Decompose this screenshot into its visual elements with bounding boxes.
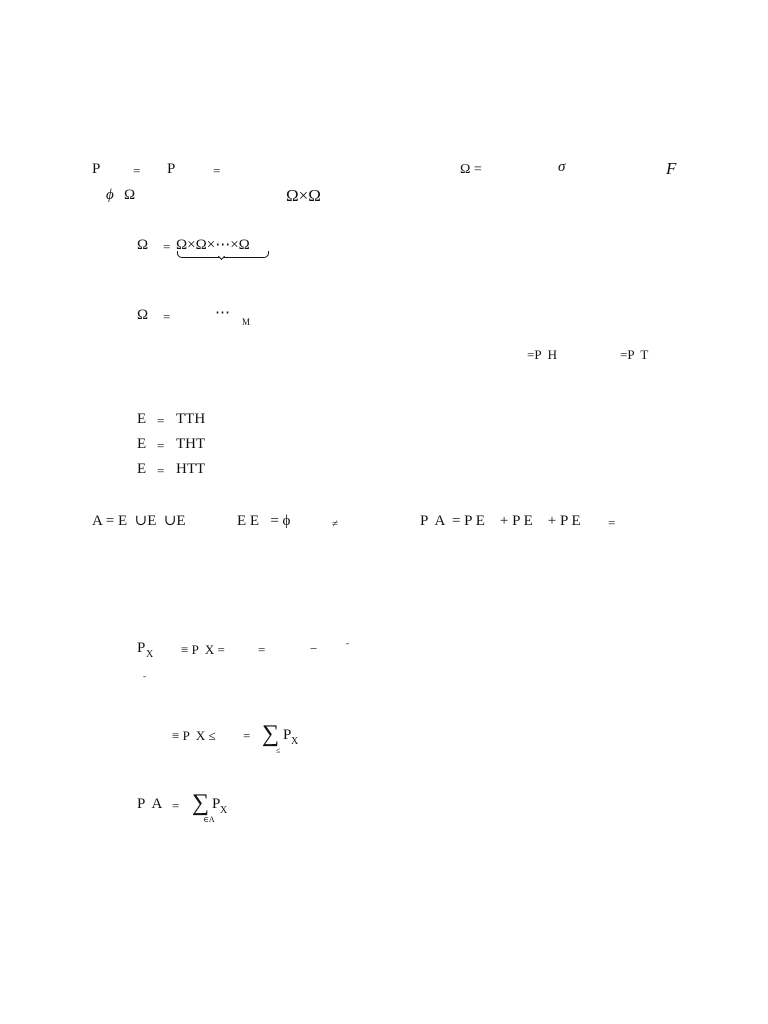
prob-a-sum: P A = P E + P E + P E bbox=[420, 513, 581, 529]
sigma-symbol: σ bbox=[558, 159, 566, 175]
final-equals: = bbox=[608, 515, 616, 530]
omega-equals: Ω = bbox=[460, 162, 482, 177]
event-e3-equals: = bbox=[157, 463, 165, 478]
omega-m-dots: ⋯ bbox=[215, 305, 230, 321]
event-e1-name: E bbox=[137, 411, 147, 427]
not-equal-sign: ≠ bbox=[332, 518, 339, 530]
equals-sign-2: = bbox=[213, 163, 221, 178]
omega-m-lhs: Ω bbox=[137, 307, 149, 323]
prob-symbol-p2: P bbox=[167, 161, 176, 177]
prob-heads: =P H bbox=[527, 347, 557, 362]
equals-sign-1: = bbox=[133, 163, 141, 178]
event-e3-name: E bbox=[137, 461, 147, 477]
a-union-events: A = E ∪E ∪E bbox=[92, 513, 186, 529]
omega-m-subscript: M bbox=[242, 317, 251, 327]
prob-tails: =P T bbox=[620, 347, 649, 362]
pa-sub-x: X bbox=[220, 805, 228, 816]
cdf-definition: ≡ P X ≤ bbox=[172, 728, 216, 743]
pmf-minus: − bbox=[310, 641, 318, 656]
pa-equals: = bbox=[172, 798, 180, 813]
cdf-sum-index: ≤ bbox=[276, 746, 281, 755]
omega-m-equals: = bbox=[163, 309, 171, 324]
event-e1-value: TTH bbox=[176, 411, 206, 427]
pa-sum-symbol: ∑ bbox=[192, 790, 210, 816]
pmf-equals: = bbox=[258, 642, 266, 657]
cdf-sub-x: X bbox=[291, 736, 299, 747]
pa-sum-index: ∈A bbox=[203, 815, 215, 824]
script-f-symbol: F bbox=[666, 159, 677, 178]
pmf-definition: ≡ P X = bbox=[181, 642, 225, 657]
pmf-lone-minus: - bbox=[143, 671, 146, 681]
event-e1-equals: = bbox=[157, 413, 165, 428]
cdf-sum-symbol: ∑ bbox=[262, 721, 280, 747]
pmf-sub-x: X bbox=[146, 649, 154, 660]
pmf-superscript-minus: - bbox=[346, 638, 349, 648]
event-e3-value: HTT bbox=[176, 461, 206, 477]
product-rhs: Ω×Ω×⋯×Ω bbox=[176, 237, 250, 253]
pa-p: P bbox=[212, 796, 221, 812]
cdf-equals: = bbox=[243, 728, 251, 743]
product-equals: = bbox=[163, 239, 171, 254]
event-e2-value: THT bbox=[176, 436, 206, 452]
product-lhs-omega: Ω bbox=[137, 237, 149, 253]
intersection-empty: E E = ϕ bbox=[237, 513, 291, 529]
event-e2-equals: = bbox=[157, 438, 165, 453]
omega-symbol: Ω bbox=[124, 187, 136, 203]
prob-symbol-p1: P bbox=[92, 161, 101, 177]
pmf-p: P bbox=[137, 640, 146, 656]
event-e2-name: E bbox=[137, 436, 147, 452]
omega-cross-omega: Ω×Ω bbox=[286, 186, 321, 205]
phi-symbol: ϕ bbox=[106, 187, 114, 203]
pa-lhs: P A bbox=[137, 796, 163, 812]
cdf-p: P bbox=[283, 727, 292, 743]
